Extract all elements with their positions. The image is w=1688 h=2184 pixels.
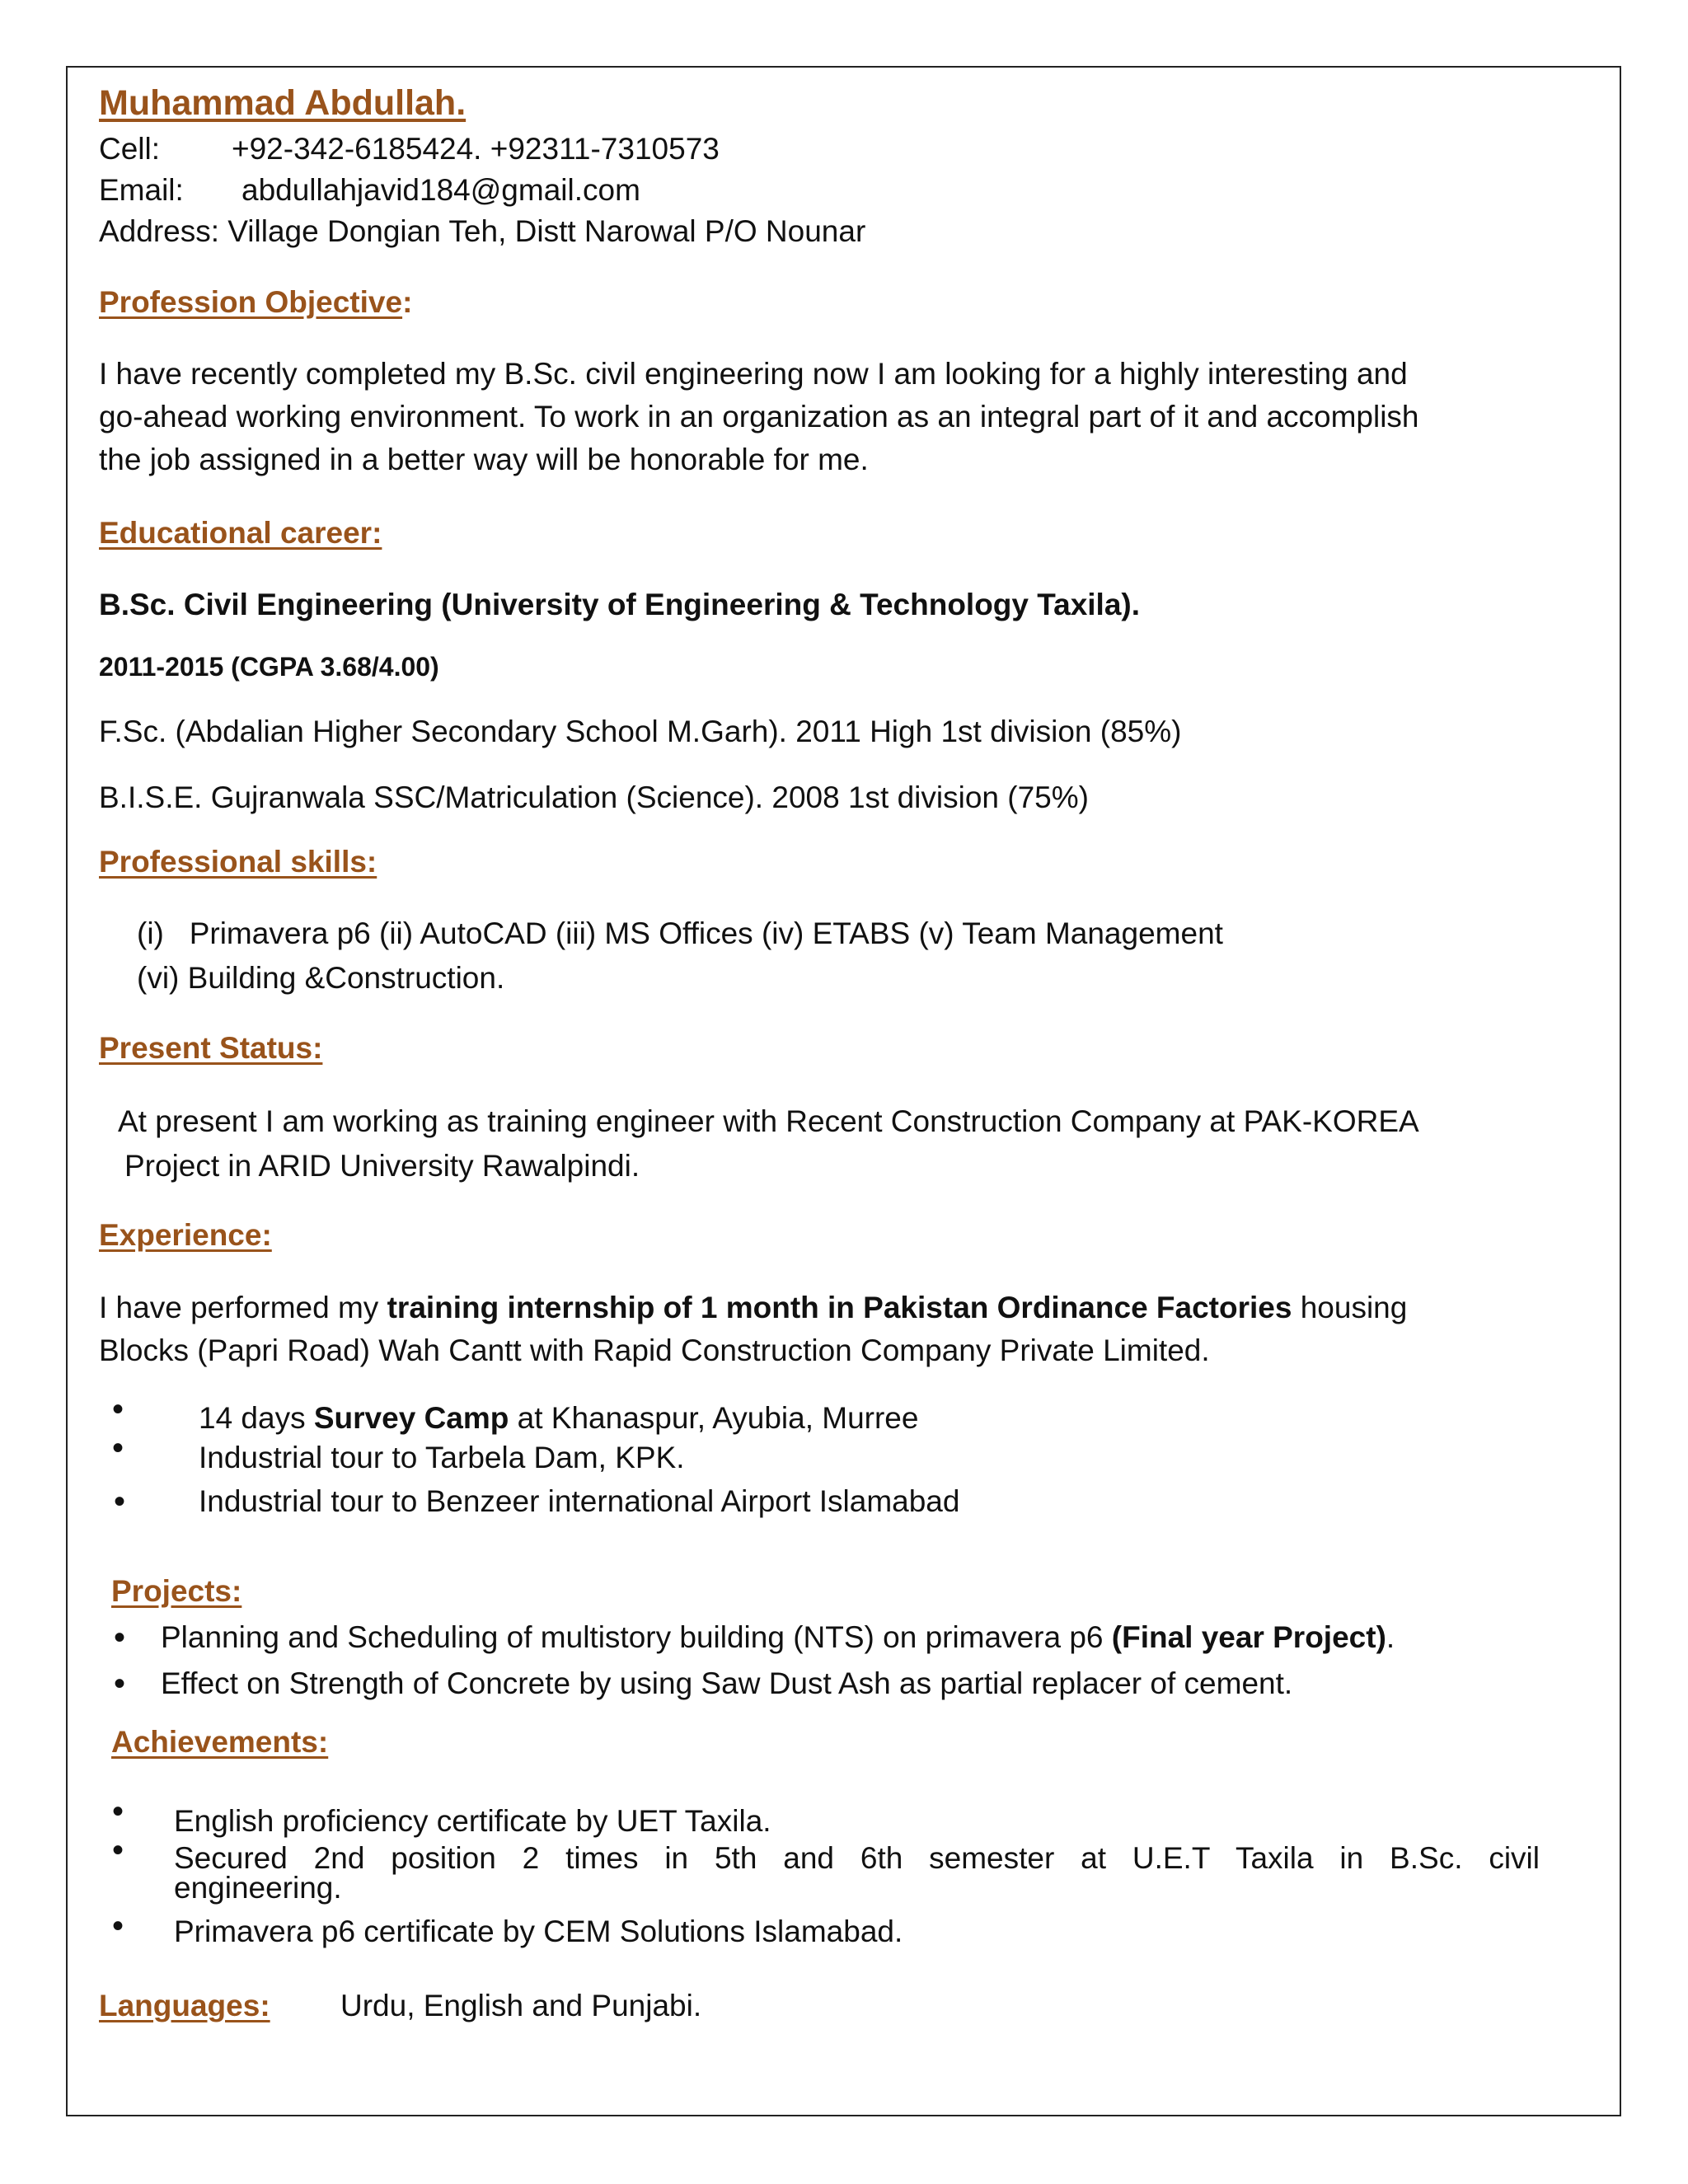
education-heading: Educational career:: [99, 516, 382, 550]
languages-value: Urdu, English and Punjabi.: [340, 1989, 702, 2022]
objective-line-3: the job assigned in a better way will be honorable for me.: [99, 443, 869, 476]
objective-line-1: I have recently completed my B.Sc. civil engineering now I am looking for a highly interesting and: [99, 357, 1408, 391]
project-item-1-bold: (Final year Project): [1111, 1620, 1386, 1654]
experience-heading: Experience:: [99, 1218, 272, 1252]
email-label: Email:: [99, 173, 184, 207]
experience-intro-line-2: Blocks (Papri Road) Wah Cantt with Rapid Construction Company Private Limited.: [99, 1333, 1210, 1367]
achievement-item-2-line-1: Secured 2nd position 2 times in 5th and 6th semester at U.E.T Taxila in B.Sc. civil: [174, 1841, 1540, 1875]
bullet-icon: •: [112, 1430, 124, 1466]
achievement-item-2-line-2: engineering.: [174, 1871, 342, 1905]
bullet-icon: •: [114, 1666, 126, 1702]
languages-heading: Languages:: [99, 1989, 270, 2022]
bullet-icon: •: [112, 1908, 124, 1944]
bullet-icon: •: [112, 1793, 124, 1830]
bullet-icon: •: [112, 1391, 124, 1427]
fsc-line: F.Sc. (Abdalian Higher Secondary School M.Garh). 2011 High 1st division (85%): [99, 715, 1182, 748]
objective-heading: Profession Objective: [99, 285, 403, 319]
achievement-item-1: English proficiency certificate by UET Taxila.: [174, 1804, 771, 1838]
project-item-1-post: .: [1386, 1620, 1395, 1654]
experience-intro-line-1: [99, 1291, 1407, 1325]
experience-intro-pre: I have performed my: [99, 1291, 387, 1324]
project-item-1: [161, 1620, 1395, 1655]
skills-line-1: (i) Primavera p6 (ii) AutoCAD (iii) MS Offices (iv) ETABS (v) Team Management: [137, 916, 1223, 950]
experience-intro-post: housing: [1292, 1291, 1408, 1324]
degree-line: B.Sc. Civil Engineering (University of Engineering & Technology Taxila).: [99, 588, 1141, 621]
experience-intro-bold: training internship of 1 month in Pakistan Ordinance Factories: [387, 1291, 1292, 1324]
status-line-2: Project in ARID University Rawalpindi.: [124, 1149, 640, 1183]
project-item-2: Effect on Strength of Concrete by using Saw Dust Ash as partial replacer of cement.: [161, 1666, 1293, 1700]
projects-heading: Projects:: [111, 1574, 242, 1608]
cell-label: Cell:: [99, 132, 161, 166]
skills-line-2: (vi) Building &Construction.: [137, 961, 505, 995]
email-value: abdullahjavid184@gmail.com: [241, 173, 640, 207]
bullet-icon: •: [114, 1483, 126, 1520]
experience-item-3: Industrial tour to Benzeer international Airport Islamabad: [199, 1484, 960, 1518]
status-line-1: At present I am working as training engineer with Recent Construction Company at PAK-KOREA: [118, 1104, 1419, 1138]
bullet-icon: •: [112, 1832, 124, 1868]
cell-value: +92-342-6185424. +92311-7310573: [232, 132, 720, 166]
experience-item-1-post: at Khanaspur, Ayubia, Murree: [509, 1401, 919, 1435]
project-item-1-pre: Planning and Scheduling of multistory building (NTS) on primavera p6: [161, 1620, 1112, 1654]
experience-item-1: [199, 1401, 918, 1436]
bullet-icon: •: [114, 1619, 126, 1656]
achievement-item-3: Primavera p6 certificate by CEM Solutions Islamabad.: [174, 1915, 903, 1948]
achievements-heading: Achievements:: [111, 1725, 329, 1759]
experience-item-1-bold: Survey Camp: [313, 1401, 509, 1435]
ssc-line: B.I.S.E. Gujranwala SSC/Matriculation (Science). 2008 1st division (75%): [99, 780, 1089, 814]
degree-years: 2011-2015 (CGPA 3.68/4.00): [99, 652, 439, 682]
objective-heading-colon: :: [402, 285, 413, 319]
address-line: Address: Village Dongian Teh, Distt Narowal P/O Nounar: [99, 214, 866, 248]
status-heading: Present Status:: [99, 1031, 323, 1065]
objective-line-2: go-ahead working environment. To work in an organization as an integral part of it and accomplish: [99, 400, 1419, 434]
candidate-name: Muhammad Abdullah.: [99, 83, 467, 123]
objective-heading-row: [99, 285, 412, 320]
experience-item-1-pre: 14 days: [199, 1401, 314, 1435]
skills-heading: Professional skills:: [99, 845, 377, 879]
experience-item-2: Industrial tour to Tarbela Dam, KPK.: [199, 1441, 685, 1474]
